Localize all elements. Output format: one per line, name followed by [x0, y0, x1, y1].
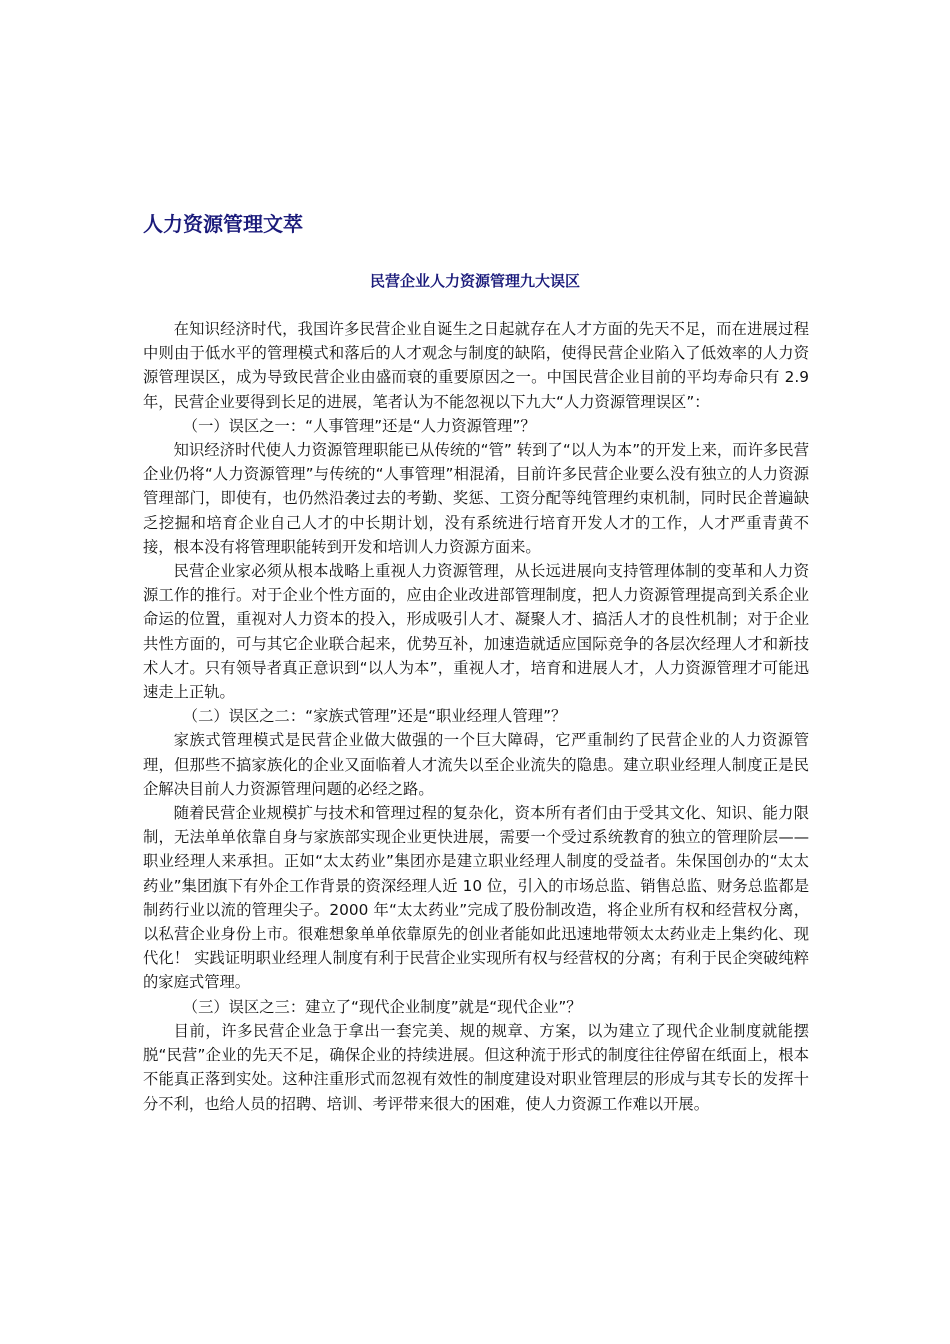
- paragraph: 目前，许多民营企业急于拿出一套完美、规的规章、方案，以为建立了现代企业制度就能摆脱“民营”企业的先天不足，确保企业的持续进展。但这种流于形式的制度往往停留在纸面上，根本不能真正落到实处。这种注重形式而忽视有效性的制度建设对职业管理层的形成与其专长的发挥十分不利，也给人员的招聘、培训、考评带来很大的困难，使人力资源工作难以开展。: [143, 1021, 809, 1113]
- section-heading-1: （一）误区之一：“人事管理”还是“人力资源管理”？: [182, 416, 536, 435]
- paragraph: 家族式管理模式是民营企业做大做强的一个巨大障碍，它严重制约了民营企业的人力资源管理，但那些不搞家族化的企业又面临着人才流失以至企业流失的隐患。建立职业经理人制度正是民企解决目前人力资源管理问题的必经之路。: [143, 731, 809, 798]
- section-heading-2: （二）误区之二：“家族式管理”还是“职业经理人管理”？: [182, 707, 567, 726]
- article-title: 民营企业人力资源管理九大误区: [369, 272, 580, 290]
- section-heading-3: （三）误区之三：建立了“现代企业制度”就是“现代企业”？: [182, 997, 582, 1016]
- paragraph: 随着民营企业规模扩与技术和管理过程的复杂化，资本所有者们由于受其文化、知识、能力限制，无法单单依靠自身与家族部实现企业更快进展，需要一个受过系统教育的独立的管理阶层——职业经理人来承担。正如“太太药业”集团亦是建立职业经理人制度的受益者。朱保国创办的“太太药业”集团旗下有外企工作背景的资深经理人近 10 位，引入的市场总监、销售总监、财务总监都是制药行业以流的管理尖子。2000 年“太太药业”完成了股份制改造，将企业所有权和经营权分离，以私营企业身份上市。很难想象单单依靠原先的创业者能如此迅速地带领太太药业走上集约化、现代化！ 实践证明职业经理人制度有利于民营企业实现所有权与经营权的分离；有利于民企突破纯粹的家庭式管理。: [143, 804, 809, 992]
- document-title: 人力资源管理文萃: [143, 212, 303, 236]
- paragraph: 民营企业家必须从根本战略上重视人力资源管理，从长远进展向支持管理体制的变革和人力资源工作的推行。对于企业个性方面的，应由企业改进部管理制度，把人力资源管理提高到关系企业命运的位置，重视对人力资本的投入，形成吸引人才、凝聚人才、搞活人才的良性机制；对于企业共性方面的，可与其它企业联合起来，优势互补，加速造就适应国际竞争的各层次经理人才和新技术人才。只有领导者真正意识到“以人为本”，重视人才，培育和进展人才，人力资源管理才可能迅速走上正轨。: [143, 562, 809, 702]
- article-body: [143, 317, 809, 1116]
- paragraph-intro: 在知识经济时代，我国许多民营企业自诞生之日起就存在人才方面的先天不足，而在进展过程中则由于低水平的管理模式和落后的人才观念与制度的缺陷，使得民营企业陷入了低效率的人力资源管理误区，成为导致民营企业由盛而衰的重要原因之一。中国民营企业目前的平均寿命只有 2.9 年，民营企业要得到长足的进展，笔者认为不能忽视以下九大“人力资源管理误区”：: [143, 320, 809, 411]
- paragraph: 知识经济时代使人力资源管理职能已从传统的“管” 转到了“以人为本”的开发上来，而许多民营企业仍将“人力资源管理”与传统的“人事管理”相混淆，目前许多民营企业要么没有独立的人力资源管理部门，即使有，也仍然沿袭过去的考勤、奖惩、工资分配等纯管理约束机制，同时民企普遍缺乏挖掘和培育企业自己人才的中长期计划，没有系统进行培育开发人才的工作，人才严重青黄不接，根本没有将管理职能转到开发和培训人力资源方面来。: [143, 441, 809, 556]
